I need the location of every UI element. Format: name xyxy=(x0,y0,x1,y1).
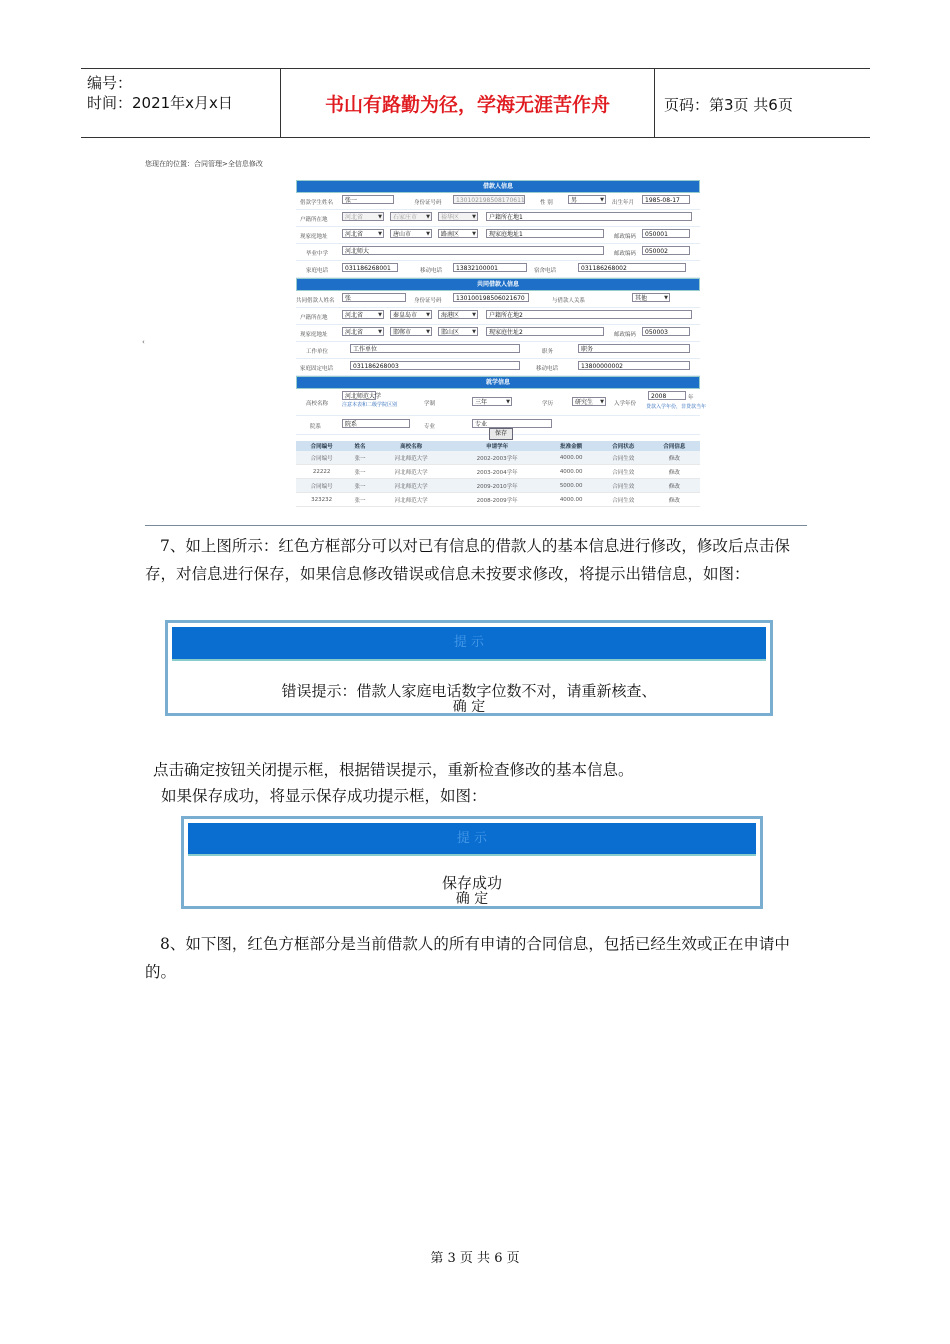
error-dialog xyxy=(165,620,773,716)
col-info: 合同信息 xyxy=(649,441,700,451)
major-label: 专业 xyxy=(424,424,436,430)
school-label: 毕业中学 xyxy=(306,251,329,257)
year-unit: 年 xyxy=(688,395,694,401)
cell-amount: 4000.00 xyxy=(545,451,598,465)
mobile-input[interactable]: 13832100001 xyxy=(453,263,527,272)
embedded-screenshot xyxy=(142,156,807,526)
cell-name: 张一 xyxy=(347,493,373,507)
success-instruction: 如果保存成功，将显示保存成功提示框，如图： xyxy=(161,787,487,805)
header-meta xyxy=(81,69,281,137)
tel-input[interactable]: 031186268001 xyxy=(342,263,398,272)
cell-name: 张一 xyxy=(347,451,373,465)
table-row xyxy=(296,479,700,493)
dorm-input[interactable]: 031186268002 xyxy=(578,263,686,272)
contract-table xyxy=(296,441,700,507)
save-button[interactable]: 保存 xyxy=(489,428,513,440)
borrower-row-3 xyxy=(296,227,700,244)
uni-label: 高校名称 xyxy=(306,401,329,407)
cell-year: 2008-2009学年 xyxy=(450,493,545,507)
degree-label: 学历 xyxy=(542,401,554,407)
co-rel-label: 与借款人关系 xyxy=(552,298,586,304)
borrower-row-1 xyxy=(296,193,700,210)
table-header-row xyxy=(296,441,700,451)
gender-select[interactable]: 男 ▼ xyxy=(568,195,606,204)
edit-link[interactable]: 修改 xyxy=(649,493,700,507)
success-dialog-ok-button[interactable]: 确 定 xyxy=(455,891,489,907)
co-row-1 xyxy=(296,291,700,308)
borrower-row-4 xyxy=(296,244,700,261)
page-header xyxy=(81,68,870,138)
id-label: 身份证号码 xyxy=(414,200,442,206)
co-mobile-label: 移动电话 xyxy=(536,366,559,372)
page-footer: 第 3 页 共 6 页 xyxy=(430,1251,520,1266)
co-row-2 xyxy=(296,308,700,325)
home-address-input[interactable]: 现家庭地址1 xyxy=(486,229,604,238)
home-label: 现家庭地址 xyxy=(300,234,328,240)
error-dialog-message: 错误提示：借款人家庭电话数字位数不对，请重新核查、 xyxy=(281,682,657,700)
number-label: 编号： xyxy=(87,74,133,92)
hukou-city-select[interactable]: 石家庄市 ▼ xyxy=(390,212,432,221)
co-hukou-district-select[interactable]: 海港区 ▼ xyxy=(438,310,478,319)
birth-label: 出生年月 xyxy=(612,200,635,206)
cell-university: 河北师范大学 xyxy=(373,451,450,465)
co-id-input[interactable]: 130100198506021670 xyxy=(453,293,529,302)
co-fixtel-label: 家庭固定电话 xyxy=(300,366,334,372)
time-label: 时间：2021年x月x日 xyxy=(87,94,233,112)
co-zip-input[interactable]: 050003 xyxy=(642,327,690,336)
table-row xyxy=(296,465,700,479)
co-hukou-province-select[interactable]: 河北省 ▼ xyxy=(342,310,384,319)
co-home-city-select[interactable]: 邯郸市 ▼ xyxy=(390,327,432,336)
co-work-label: 工作单位 xyxy=(306,349,329,355)
edit-link[interactable]: 修改 xyxy=(649,479,700,493)
col-university: 高校名称 xyxy=(373,441,450,451)
home-district-select[interactable]: 路南区 ▼ xyxy=(438,229,478,238)
paragraph-8: 8、如下图，红色方框部分是当前借款人的所有申请的合同信息，包括已经生效或正在申请中的。 xyxy=(145,935,790,981)
hukou-label: 户籍所在地 xyxy=(300,217,328,223)
breadcrumb: 您现在的位置：合同管理>全信息修改 xyxy=(145,160,263,168)
length-select[interactable]: 三年 ▼ xyxy=(472,397,512,406)
cell-name: 张一 xyxy=(347,465,373,479)
co-hukou-label: 户籍所在地 xyxy=(300,315,328,321)
uni-note: 注意本表和二级学院区别 xyxy=(342,402,398,408)
info-form xyxy=(296,180,707,435)
home-city-select[interactable]: 唐山市 ▼ xyxy=(390,229,432,238)
table-row xyxy=(296,451,700,465)
co-name-label: 共同借款人姓名 xyxy=(296,298,335,304)
table-row xyxy=(296,493,700,507)
co-mobile-input[interactable]: 13800000002 xyxy=(578,361,690,370)
cell-year: 2002-2003学年 xyxy=(450,451,545,465)
degree-select[interactable]: 研究生 ▼ xyxy=(572,397,606,406)
paragraph-7: 7、如上图所示：红色方框部分可以对已有信息的借款人的基本信息进行修改，修改后点击保存，对信息进行保存，如果信息修改错误或信息未按要求修改，将提示出错信息，如图： xyxy=(145,537,790,583)
hukou-district-select[interactable]: 裕华区 ▼ xyxy=(438,212,478,221)
co-hukou-address-input[interactable]: 户籍所在地2 xyxy=(486,310,692,319)
error-dialog-ok-button[interactable]: 确 定 xyxy=(452,699,486,715)
co-zip-label: 邮政编码 xyxy=(614,332,637,338)
col-amount: 批准金额 xyxy=(545,441,598,451)
birth-input[interactable]: 1985-08-17 xyxy=(642,195,690,204)
home-province-select[interactable]: 河北省 ▼ xyxy=(342,229,384,238)
cell-university: 河北师范大学 xyxy=(373,465,450,479)
co-borrower-section-title: 共同借款人信息 xyxy=(296,278,700,291)
co-hukou-city-select[interactable]: 秦皇岛市 ▼ xyxy=(390,310,432,319)
co-work-input[interactable]: 工作单位 xyxy=(350,344,520,353)
co-row-4 xyxy=(296,342,700,359)
edit-link[interactable]: 修改 xyxy=(649,451,700,465)
success-dialog-title: 提 示 xyxy=(188,823,756,856)
header-motto: 书山有路勤为径，学海无涯苦作舟 xyxy=(281,69,655,137)
cell-university: 河北师范大学 xyxy=(373,479,450,493)
co-home-district-select[interactable]: 邯山区 ▼ xyxy=(438,327,478,336)
hukou-province-select[interactable]: 河北省 ▼ xyxy=(342,212,384,221)
hukou-address-input[interactable]: 户籍所在地1 xyxy=(486,212,692,221)
id-input[interactable]: 130102198508170611 xyxy=(453,195,525,204)
study-row-1 xyxy=(296,389,707,416)
cell-amount: 4000.00 xyxy=(545,493,598,507)
cell-amount: 4000.00 xyxy=(545,465,598,479)
cell-status: 合同生效 xyxy=(598,493,649,507)
co-home-address-input[interactable]: 现家庭住址2 xyxy=(486,327,604,336)
mobile-label: 移动电话 xyxy=(420,268,443,274)
co-job-label: 职务 xyxy=(542,349,554,355)
co-home-province-select[interactable]: 河北省 ▼ xyxy=(342,327,384,336)
zip-label-2: 邮政编码 xyxy=(614,251,637,257)
dept-label: 院系 xyxy=(310,424,322,430)
zip-input-2[interactable]: 050002 xyxy=(642,246,690,255)
cell-contract-no: 323232 xyxy=(296,493,347,507)
header-page: 页码：第3页 共6页 xyxy=(664,96,793,114)
year-note: 贷款入学年份，非贷款当年 xyxy=(646,404,707,410)
co-name-input[interactable]: 张 xyxy=(342,293,406,302)
zip-label-1: 邮政编码 xyxy=(614,234,637,240)
year-label: 入学年份 xyxy=(614,401,637,407)
borrower-row-5 xyxy=(296,261,700,278)
borrower-row-2 xyxy=(296,210,700,227)
borrower-section-title: 借款人信息 xyxy=(296,180,700,193)
dorm-label: 宿舍电话 xyxy=(534,268,557,274)
tel-label: 家庭电话 xyxy=(306,268,329,274)
cell-contract-no: 合同编号 xyxy=(296,479,347,493)
cell-status: 合同生效 xyxy=(598,465,649,479)
col-year: 申请学年 xyxy=(450,441,545,451)
study-section-title: 就学信息 xyxy=(296,376,700,389)
co-home-label: 现家庭地址 xyxy=(300,332,328,338)
name-input[interactable]: 张一 xyxy=(342,195,394,204)
col-status: 合同状态 xyxy=(598,441,649,451)
length-label: 学制 xyxy=(424,401,436,407)
cell-year: 2003-2004学年 xyxy=(450,465,545,479)
co-id-label: 身份证号码 xyxy=(414,298,442,304)
edit-link[interactable]: 修改 xyxy=(649,465,700,479)
year-input[interactable]: 2008 xyxy=(648,391,686,400)
cell-name: 张一 xyxy=(347,479,373,493)
success-dialog xyxy=(181,816,763,909)
co-row-3 xyxy=(296,325,700,342)
uni-input[interactable]: 河北师范大学 xyxy=(342,391,376,400)
co-job-input[interactable]: 职务 xyxy=(578,344,690,353)
close-instruction: 点击确定按钮关闭提示框，根据错误提示，重新检查修改的基本信息。 xyxy=(153,761,634,779)
cell-amount: 5000.00 xyxy=(545,479,598,493)
gender-label: 性 别 xyxy=(540,200,553,206)
cell-university: 河北师范大学 xyxy=(373,493,450,507)
cell-contract-no: 合同编号 xyxy=(296,451,347,465)
cell-status: 合同生效 xyxy=(598,451,649,465)
name-label: 借款学生姓名 xyxy=(300,200,334,206)
cell-contract-no: 22222 xyxy=(296,465,347,479)
major-input[interactable]: 专业 xyxy=(472,419,552,428)
cell-year: 2009-2010学年 xyxy=(450,479,545,493)
col-contract-no: 合同编号 xyxy=(296,441,347,451)
col-name: 姓名 xyxy=(347,441,373,451)
error-dialog-title: 提 示 xyxy=(172,627,766,661)
school-input[interactable]: 河北师大 xyxy=(342,246,604,255)
zip-input-1[interactable]: 050001 xyxy=(642,229,690,238)
success-dialog-message: 保存成功 xyxy=(441,874,502,892)
dept-input[interactable]: 院系 xyxy=(342,419,410,428)
cell-status: 合同生效 xyxy=(598,479,649,493)
left-marker: ‹ xyxy=(142,338,145,346)
co-fixtel-input[interactable]: 031186268003 xyxy=(350,361,520,370)
co-row-5 xyxy=(296,359,700,376)
co-rel-select[interactable]: 其他 ▼ xyxy=(632,293,670,302)
